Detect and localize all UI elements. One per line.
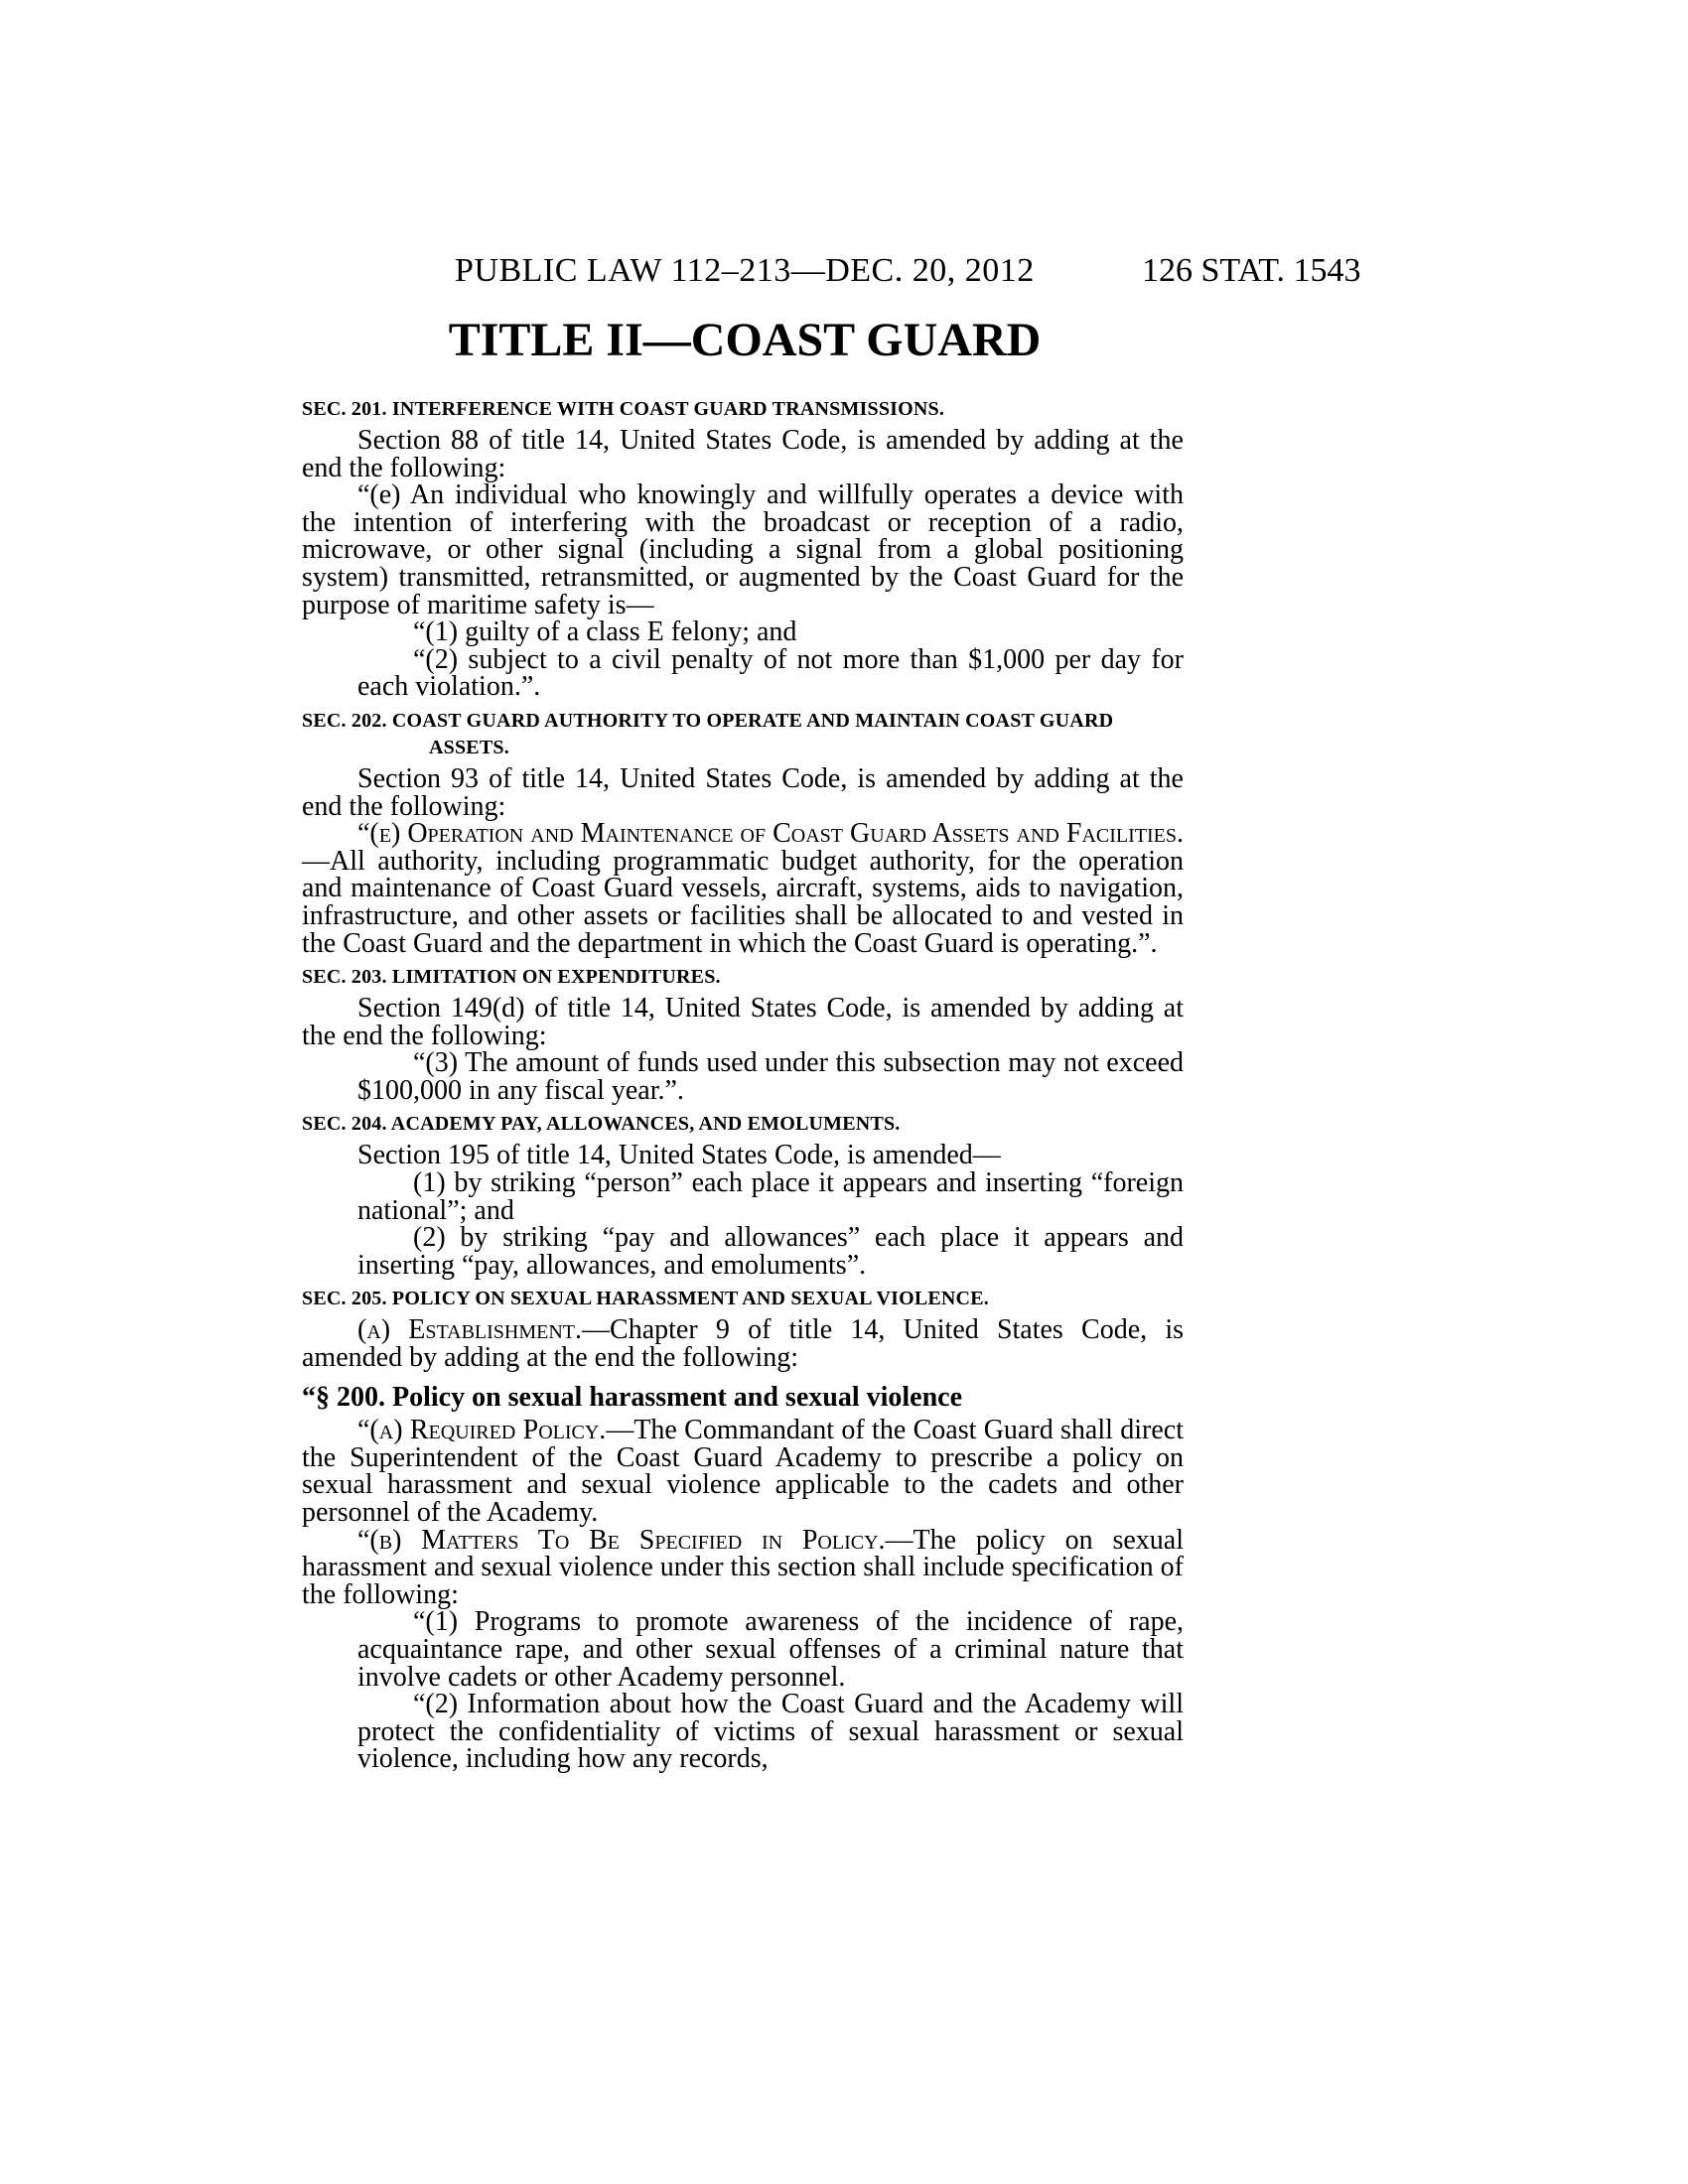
paragraph: (1) by striking “person” each place it appears and inserting “foreign national”; and <box>357 1167 1184 1226</box>
paragraph: “(e) An individual who knowingly and willfully operates a device with the intention of interfering with the broadcast or reception of a radio, microwave, or other signal (including a signal from a global positioning system) transmitted, retransmitted, or augmented by the Coast Guard for the purpose of maritime safety is— <box>302 479 1184 620</box>
paragraph-text: —The policy on sexual harassment and sexual violence under this section shall include specification of the following: <box>302 1524 1184 1610</box>
paragraph-lead: “(e) Operation and Maintenance of Coast Guard Assets and Facilities. <box>357 818 1184 850</box>
paragraph-text: —All authority, including programmatic budget authority, for the operation and maintenance of Coast Guard vessels, aircraft, systems, aids to navigation, infrastructure, and other assets or facilities shall be allocated to and vested in the Coast Guard and the department in which the Coast Guard is operating.”. <box>302 845 1184 959</box>
section-heading-201: SEC. 201. INTERFERENCE WITH COAST GUARD TRANSMISSIONS. <box>302 398 945 420</box>
paragraph-lead: “(b) Matters To Be Specified in Policy. <box>357 1524 886 1556</box>
paragraph-text: —The Commandant of the Coast Guard shall direct the Superintendent of the Coast Guard Academy to prescribe a policy on sexual harassment and sexual violence applicable to the cadets and other personnel of the Academy. <box>302 1415 1184 1528</box>
paragraph: Section 93 of title 14, United States Code, is amended by adding at the end the following: <box>302 762 1184 822</box>
section-heading-204: SEC. 204. ACADEMY PAY, ALLOWANCES, AND EMOLUMENTS. <box>302 1113 901 1136</box>
paragraph: Section 149(d) of title 14, United States Code, is amended by adding at the end the following: <box>302 993 1184 1051</box>
paragraph-lead: (a) Establishment. <box>357 1314 583 1346</box>
paragraph <box>302 1417 1184 1526</box>
paragraph <box>302 820 1184 957</box>
section-heading-203: SEC. 203. LIMITATION ON EXPENDITURES. <box>302 966 721 989</box>
document-body <box>302 389 1184 1773</box>
paragraph: Section 195 of title 14, United States Code, is amended— <box>357 1140 1001 1171</box>
paragraph: “(3) The amount of funds used under this subsection may not exceed $100,000 in any fiscal year.”. <box>357 1047 1184 1106</box>
paragraph: “(2) subject to a civil penalty of not more than $1,000 per day for each violation.”. <box>357 643 1184 703</box>
page-citation: 126 STAT. 1543 <box>1142 252 1361 289</box>
paragraph: “(1) guilty of a class E felony; and <box>413 616 797 648</box>
paragraph: “(2) Information about how the Coast Guard and the Academy will protect the confidentiality of victims of sexual harassment or sexual violence, including how any records, <box>357 1689 1184 1775</box>
paragraph <box>302 1524 1184 1610</box>
running-header: PUBLIC LAW 112–213—DEC. 20, 2012 <box>455 252 1035 289</box>
section-heading-202: SEC. 202. COAST GUARD AUTHORITY TO OPERATE AND MAINTAIN COAST GUARD ASSETS. <box>302 709 1114 758</box>
paragraph: (2) by striking “pay and allowances” each place it appears and inserting “pay, allowances, and emoluments”. <box>357 1222 1184 1281</box>
paragraph: “(1) Programs to promote awareness of the incidence of rape, acquaintance rape, and other sexual offenses of a criminal nature that involve cadets or other Academy personnel. <box>357 1606 1184 1693</box>
section-heading-205: SEC. 205. POLICY ON SEXUAL HARASSMENT AND SEXUAL VIOLENCE. <box>302 1288 989 1310</box>
paragraph: Section 88 of title 14, United States Code, is amended by adding at the end the following: <box>302 425 1184 483</box>
paragraph <box>302 1314 1185 1374</box>
title-heading: TITLE II—COAST GUARD <box>448 314 1042 366</box>
subsection-heading-200: “§ 200. Policy on sexual harassment and sexual violence <box>302 1381 963 1413</box>
paragraph-lead: “(a) Required Policy. <box>357 1415 607 1446</box>
paragraph-text: —Chapter 9 of title 14, United States Code, is amended by adding at the end the following: <box>302 1314 1185 1374</box>
